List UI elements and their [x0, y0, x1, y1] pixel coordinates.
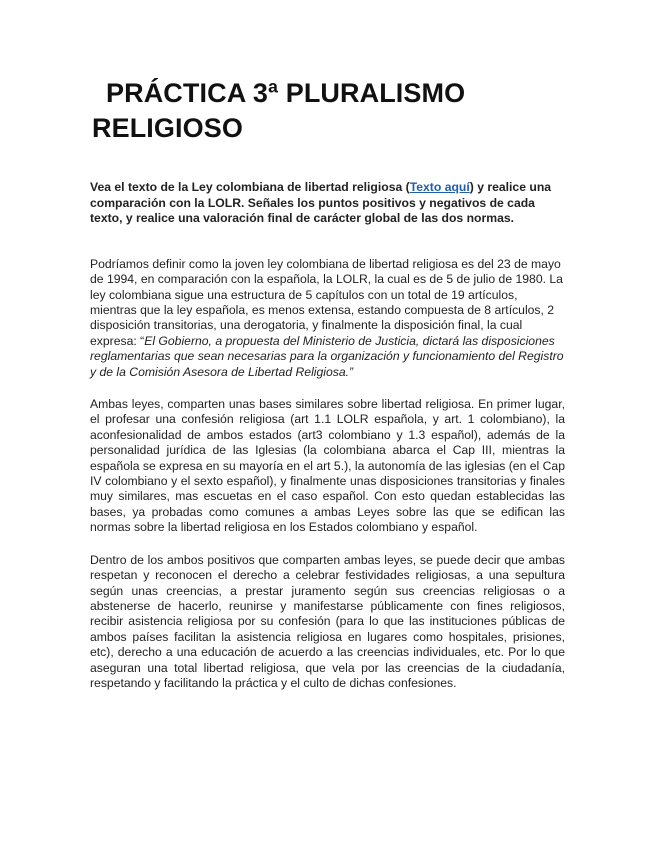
paragraph-positive-aspects: Dentro de los ambos positivos que comparten ambas leyes, se puede decir que ambas respetan y reconocen el derecho a celebrar festividades religiosas, a una sepultura según unas creencias, a prestar juramento según sus creencias religiosas o a abstenerse de hacerlo, reunirse y manifestarse públicamente con fines religiosos, recibir asistencia religiosa por su confesión (para lo que las instituciones públicas de ambos países facilitan la asistencia religiosa en lugares como hospitales, prisiones, etc), derecho a una educación de acuerdo a las creencias individuales, etc. Por lo que aseguran una total libertad religiosa, que vela por las creencias de la ciudadanía, respetando y facilitando la práctica y el culto de dichas confesiones.	[90, 552, 565, 690]
instructions-text-after-link: ) y realice una comparación con la LOLR. Señales los puntos positivos y negativos de cada texto, y realice una valoración final de carácter global de las dos normas.	[90, 180, 552, 226]
assignment-instructions	[90, 180, 565, 227]
paragraph-1-quote: El Gobierno, a propuesta del Ministerio de Justicia, dictará las disposiciones reglamentarias que sean necesarias para la organización y funcionamiento del Registro y de la Comisión Asesora de Libertad Religiosa.”	[90, 333, 564, 379]
instructions-text-before-link: Vea el texto de la Ley colombiana de libertad religiosa (	[90, 180, 410, 194]
page-title-text: PRÁCTICA 3ª PLURALISMO RELIGIOSO	[92, 78, 466, 143]
paragraph-1-text: Podríamos definir como la joven ley colombiana de libertad religiosa es del 23 de mayo de 1994, en comparación con la española, la LOLR, la cual es de 5 de julio de 1980. La ley colombiana sigue una estructura de 5 capítulos con un total de 19 artículos, mientras que la ley española, es menos extensa, estando compuesta de 8 artículos, 2 disposición transitorias, una derogatoria, y finalmente la disposición final, la cual expresa: “	[90, 256, 563, 348]
paragraph-introduction	[90, 257, 565, 380]
texto-aqui-link[interactable]: Texto aquí	[409, 180, 470, 194]
paragraph-common-bases: Ambas leyes, comparten unas bases similares sobre libertad religiosa. En primer lugar, el profesar una confesión religiosa (art 1.1 LOLR española, y art. 1 colombiano), la aconfesionalidad de ambos estados (art3 colombiano y 1.3 español), además de la personalidad jurídica de las Iglesias (la colombiana abarca el Cap III, mientras la española se expresa en su mayoría en el art 5.), la autonomía de las iglesias (en el Cap IV colombiano y el sexto español), y finalmente unas disposiciones transitorias y finales muy similares, mas escuetas en el caso español. Con esto quedan establecidas las bases, ya probadas como comunes a ambas Leyes sobre las que se edifican las normas sobre la libertad religiosa en los Estados colombiano y español.	[90, 397, 565, 535]
page-title	[92, 76, 565, 146]
